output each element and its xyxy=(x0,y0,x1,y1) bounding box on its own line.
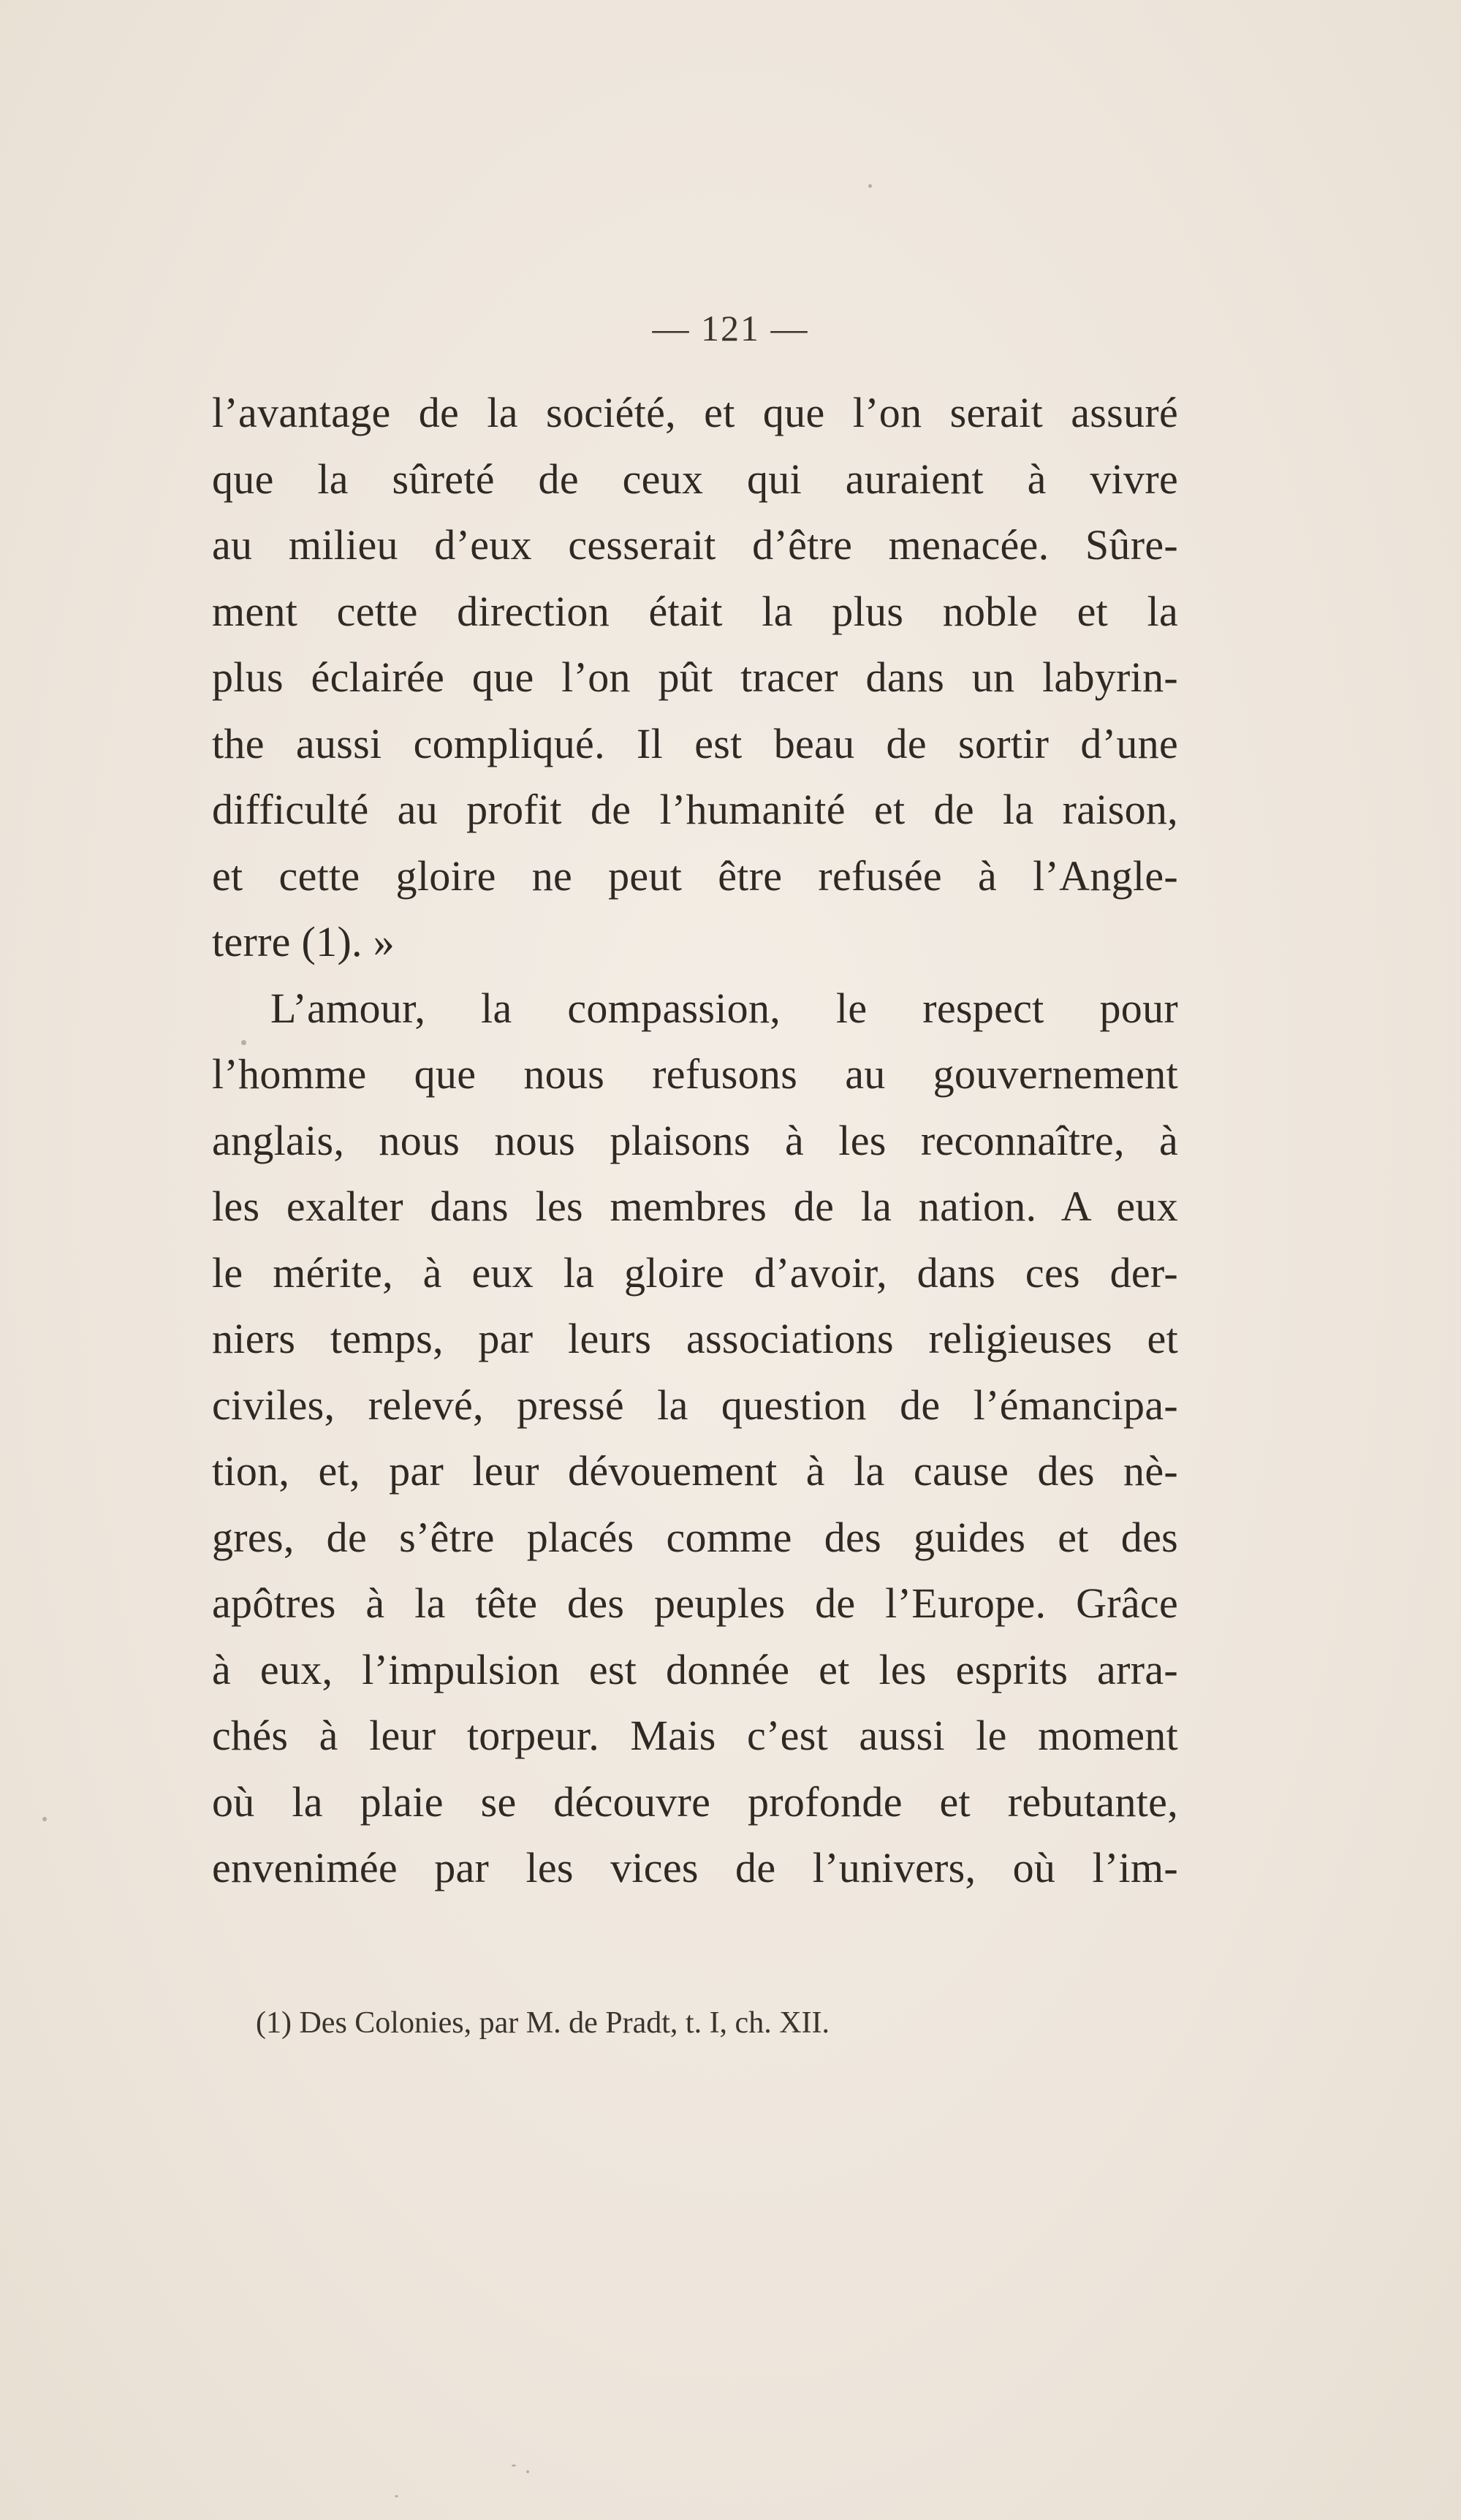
paper-speck xyxy=(512,2464,516,2467)
text-line: the aussi compliqué. Il est beau de sortir d’une xyxy=(212,719,1178,767)
text-line: et cette gloire ne peut être refusée à l’Angle- xyxy=(212,851,1178,900)
text-line: que la sûreté de ceux qui auraient à vivre xyxy=(212,455,1178,503)
text-line: apôtres à la tête des peuples de l’Europe. Grâce xyxy=(212,1579,1178,1627)
paragraph-start-line: L’amour, la compassion, le respect pour xyxy=(270,984,1178,1032)
paper-speck xyxy=(241,1040,246,1045)
text-line: chés à leur torpeur. Mais c’est aussi le moment xyxy=(212,1712,1178,1759)
text-line: où la plaie se découvre profonde et rebutante, xyxy=(212,1777,1178,1826)
text-line: tion, et, par leur dévouement à la cause des nè- xyxy=(212,1447,1178,1495)
text-line: difficulté au profit de l’humanité et de la raison, xyxy=(212,786,1178,833)
text-line: les exalter dans les membres de la nation. A eux xyxy=(212,1183,1178,1230)
text-line: plus éclairée que l’on pût tracer dans un labyrin- xyxy=(212,653,1178,701)
text-line: au milieu d’eux cesserait d’être menacée. Sûre- xyxy=(212,521,1178,569)
text-line: l’homme que nous refusons au gouvernement xyxy=(212,1050,1178,1098)
text-line: niers temps, par leurs associations religieuses et xyxy=(212,1315,1178,1362)
body-text xyxy=(212,380,1178,1902)
text-line: l’avantage de la société, et que l’on serait assuré xyxy=(212,389,1178,436)
text-line: ment cette direction était la plus noble et la xyxy=(212,587,1178,635)
paper-speck xyxy=(42,1817,47,1821)
text-line: le mérite, à eux la gloire d’avoir, dans ces der- xyxy=(212,1248,1178,1297)
text-line: anglais, nous nous plaisons à les reconnaître, à xyxy=(212,1116,1178,1164)
text-line: envenimée par les vices de l’univers, où l’im- xyxy=(212,1844,1178,1891)
paper-speck xyxy=(395,2495,398,2497)
footnote: (1) Des Colonies, par M. de Pradt, t. I, ch. XII. xyxy=(256,2006,830,2040)
paper-speck xyxy=(868,184,872,188)
text-line: gres, de s’être placés comme des guides et des xyxy=(212,1513,1178,1561)
page-number: — 121 — xyxy=(652,308,809,349)
text-line: terre (1). » xyxy=(212,918,395,965)
text-line: à eux, l’impulsion est donnée et les esprits arra- xyxy=(212,1645,1178,1693)
text-line: civiles, relevé, pressé la question de l’émancipa- xyxy=(212,1381,1178,1429)
paper-speck xyxy=(526,2470,529,2473)
